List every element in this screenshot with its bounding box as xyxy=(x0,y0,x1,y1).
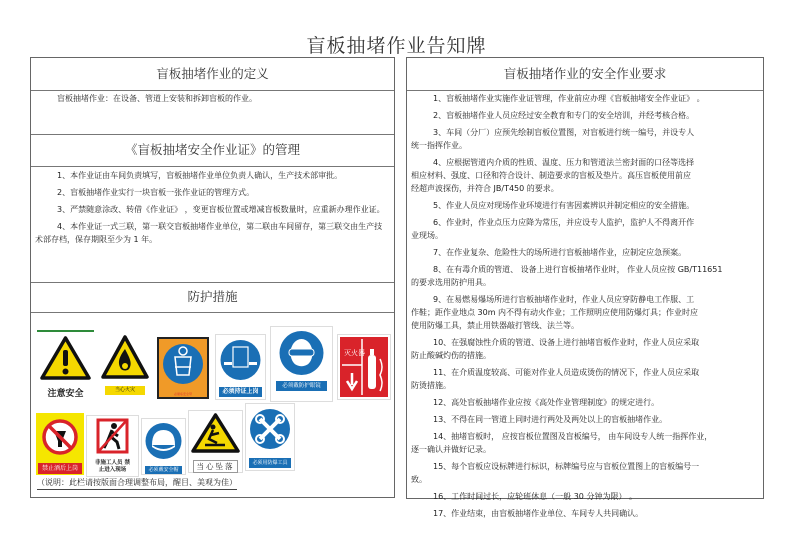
req-line: 17、作业结束，由盲板抽堵作业单位、车间专人共同确认。 xyxy=(433,509,644,518)
req-line: 业现场。 xyxy=(411,231,443,240)
req-line: 防烫措施。 xyxy=(411,381,451,390)
sign-label: 当心火灾 xyxy=(105,386,145,395)
layout-note: （说明：此栏请按版面合理调整布局，醒目、美观为佳） xyxy=(37,477,237,490)
sign-label: 灭火器 xyxy=(344,349,365,357)
req-line: 1、盲板抽堵作业实施作业证管理，作业前应办理《盲板抽堵安全作业证》 。 xyxy=(433,94,705,103)
explosion-proof-tool-icon xyxy=(246,404,294,452)
management-heading: 《盲板抽堵安全作业证》的管理 xyxy=(31,134,394,167)
sign-fall xyxy=(188,410,243,473)
req-line: 12、高处盲板抽堵作业应按《高处作业管理制度》的规定进行。 xyxy=(433,398,660,407)
sign-label: 必须戴防护眼镜 xyxy=(276,381,327,391)
management-section xyxy=(31,134,394,283)
req-line: 6、作业时，作业点压力应降为常压，并应设专人监护，监护人不得离开作 xyxy=(433,218,695,227)
right-panel xyxy=(406,57,764,518)
req-line: 15、每个盲板应设标牌进行标识，标牌编号应与盲板位置图上的盲板编号一 xyxy=(433,462,700,471)
left-panel xyxy=(30,57,395,498)
req-line: 11、在介质温度较高、可能对作业人员造成烫伤的情况下，作业人员应采取 xyxy=(433,368,700,377)
requirements-heading: 盲板抽堵作业的安全作业要求 xyxy=(407,58,763,91)
req-line: 逐一确认并做好记录。 xyxy=(411,445,491,454)
req-line: 13、不得在同一管道上同时进行两处及两处以上的盲板抽堵作业。 xyxy=(433,415,668,424)
management-item-4: 4、本作业证一式三联，第一联交盲板抽堵作业单位，第二联由车间留存，第三联交由生产技术部存档，保存期限至少为 1 年。 xyxy=(35,222,383,244)
req-line: 10、在强腐蚀性介质的管道、设备上进行抽堵盲板作业时，作业人员应采取 xyxy=(433,338,700,347)
req-line: 2、盲板抽堵作业人员应经过安全教育和专门的安全培训，并经考核合格。 xyxy=(433,111,695,120)
req-line: 致。 xyxy=(411,475,427,484)
document-title: 盲板抽堵作业告知牌 xyxy=(306,35,487,57)
sign-caution xyxy=(37,330,94,400)
requirements-list xyxy=(407,91,763,520)
sign-no-drinking xyxy=(36,413,84,475)
protection-section xyxy=(31,282,394,497)
sign-fire xyxy=(99,333,151,398)
sign-extinguisher xyxy=(338,335,390,399)
no-entry-icon xyxy=(87,416,138,456)
sign-label: 必须戴安全帽 xyxy=(145,466,182,474)
definition-section xyxy=(31,58,394,135)
sign-goggles xyxy=(270,326,333,402)
management-item-2: 2、盲板抽堵作业实行一块盲板一张作业证的管理方式。 xyxy=(57,188,255,197)
protective-goggles-icon xyxy=(271,327,332,377)
fire-extinguisher-icon xyxy=(340,337,388,397)
no-drinking-icon xyxy=(36,413,84,459)
definition-heading: 盲板抽堵作业的定义 xyxy=(31,58,394,91)
safety-harness-icon xyxy=(159,339,207,387)
req-line: 3、车间（分厂）应预先绘制盲板位置图，对盲板进行统一编号，并设专人 xyxy=(433,128,695,137)
sign-label: 禁止酒后上岗 xyxy=(38,463,82,474)
sign-label: 非施工人员 禁止进入现场 xyxy=(95,460,130,473)
req-line: 8、在有毒介质的管道、 设备上进行盲板抽堵作业时， 作业人员应按 GB/T11651 xyxy=(433,265,723,274)
sign-label: 必须用防爆工具 xyxy=(249,458,291,468)
req-line: 7、在作业复杂、危险性大的场所进行盲板抽堵作业，应制定应急预案。 xyxy=(433,248,687,257)
req-line: 的要求选用防护用具。 xyxy=(411,278,491,287)
req-line: 作鞋；距作业地点 30m 内不得有动火作业；工作照明应使用防爆灯具；作业时应 xyxy=(411,308,699,317)
definition-text: 盲板抽堵作业：在设备、管道上安装和拆卸盲板的作业。 xyxy=(57,94,257,103)
safety-helmet-icon xyxy=(142,419,185,462)
req-line: 5、作业人员应对现场作业环境进行有害因素辨识并制定相应的安全措施。 xyxy=(433,201,695,210)
sign-permit xyxy=(215,334,266,400)
req-line: 9、在易燃易爆场所进行盲板抽堵作业时，作业人员应穿防静电工作服、工 xyxy=(433,295,695,304)
sign-harness xyxy=(157,337,209,399)
caution-warning-icon xyxy=(37,332,94,382)
req-line: 相应材料、强度、口径和符合设计、制造要求的盲板及垫片。高压盲板使用前应 xyxy=(411,171,691,180)
fire-warning-icon xyxy=(99,333,151,381)
req-line: 4、应根据管道内介质的性质、温度、压力和管道法兰密封面的口径等选择 xyxy=(433,158,695,167)
req-line: 16、工作时间过长，应轮班休息（一般 30 分钟为限） 。 xyxy=(433,492,637,501)
work-permit-icon xyxy=(216,335,265,383)
sign-label: 注意安全 xyxy=(47,389,84,399)
protection-heading: 防护措施 xyxy=(31,282,394,313)
fall-warning-icon xyxy=(189,411,242,455)
req-line: 使用防爆工具，禁止用铁器敲打管线、法兰等。 xyxy=(411,321,579,330)
sign-label: 当心坠落 xyxy=(193,460,238,473)
sign-helmet xyxy=(141,418,186,475)
req-line: 统一指挥作业。 xyxy=(411,141,467,150)
sign-explosion-proof-tool xyxy=(245,403,295,471)
sign-label: 必须系安全带 xyxy=(173,392,192,396)
management-item-3: 3、严禁随意涂改、转借《作业证》 ，变更盲板位置或增减盲板数量时，应重新办理作业证。 xyxy=(57,205,385,214)
sign-label: 必须持证上岗 xyxy=(219,387,262,397)
req-line: 防止酸碱灼伤的措施。 xyxy=(411,351,491,360)
req-line: 14、抽堵盲板时， 应按盲板位置图及盲板编号， 由车间设专人统一指挥作业， xyxy=(433,432,713,441)
req-line: 经超声波探伤，并符合 JB/T450 的要求。 xyxy=(411,184,559,193)
sign-no-entry xyxy=(86,415,139,477)
management-item-1: 1、本作业证由车间负责填写，盲板抽堵作业单位负责人确认，生产技术部审批。 xyxy=(57,171,343,180)
